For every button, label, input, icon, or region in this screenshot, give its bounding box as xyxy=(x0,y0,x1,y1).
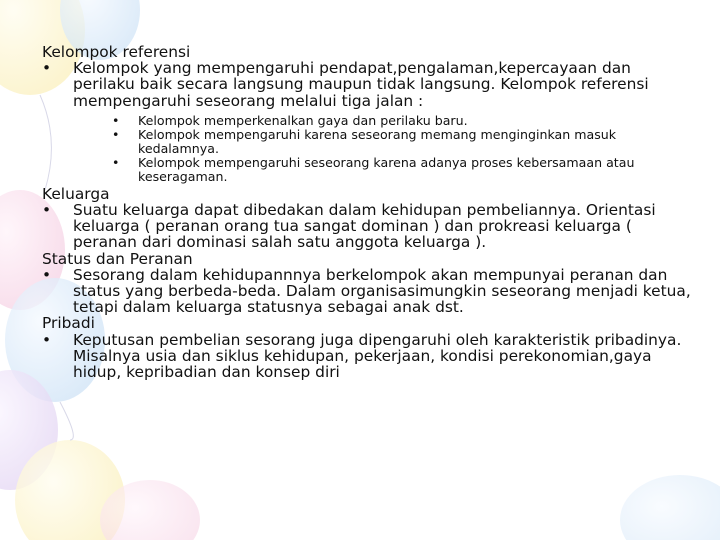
bullet-dot: • xyxy=(42,265,52,284)
balloon-shape xyxy=(620,475,720,540)
sub-item-2 xyxy=(42,128,692,156)
bullet-text: Sesorang dalam kehidupannnya berkelompok akan mempunyai peranan dan status yang berbeda-beda. Dalam organisasimungkin seseorang menjadi ketua, tetapi dalam keluarga statusnya sebagai anak dst. xyxy=(73,265,691,317)
heading-pribadi: Pribadi xyxy=(42,314,95,333)
sub-item-1 xyxy=(42,114,692,128)
heading-status-dan-peranan: Status dan Peranan xyxy=(42,249,193,268)
sub-item-text: Kelompok memperkenalkan gaya dan perilaku baru. xyxy=(138,112,468,128)
bullet-dot: • xyxy=(42,201,52,220)
bullet-pribadi xyxy=(42,332,692,381)
heading-kelompok-referensi: Kelompok referensi xyxy=(42,43,191,61)
bullet-dot: • xyxy=(42,330,52,349)
bullet-text: Suatu keluarga dapat dibedakan dalam kehidupan pembeliannya. Orientasi keluarga ( peranan orang tua sangat dominan ) dan prokreasi keluarga ( peranan dari dominasi salah satu anggota keluarga ). xyxy=(73,201,656,252)
balloon-string xyxy=(60,402,73,440)
bullet-kelompok xyxy=(42,60,692,109)
sub-item-text: Kelompok mempengaruhi seseorang karena adanya proses kebersamaan atau keseragaman. xyxy=(138,154,635,184)
sub-bullet-dot: • xyxy=(112,126,120,142)
sub-item-text: Kelompok mempengaruhi karena seseorang memang menginginkan masuk kedalamnya. xyxy=(138,126,617,156)
sub-bullet-dot: • xyxy=(112,154,120,170)
bullet-dot: • xyxy=(42,59,52,78)
sub-item-3 xyxy=(42,156,692,184)
bullet-keluarga xyxy=(42,202,692,251)
heading-keluarga: Keluarga xyxy=(42,184,110,203)
slide-content xyxy=(42,44,692,380)
bullet-text: Keputusan pembelian sesorang juga dipengaruhi oleh karakteristik pribadinya. Misalnya usia dan siklus kehidupan, pekerjaan, kondisi perekonomian,gaya hidup, kepribadian dan konsep diri xyxy=(73,330,682,382)
bullet-status xyxy=(42,267,692,316)
sub-bullet-dot: • xyxy=(112,112,120,128)
bullet-text: Kelompok yang mempengaruhi pendapat,pengalaman,kepercayaan dan perilaku baik secara langsung maupun tidak langsung. Kelompok referensi mempengaruhi seseorang melalui tiga jalan : xyxy=(73,59,649,110)
